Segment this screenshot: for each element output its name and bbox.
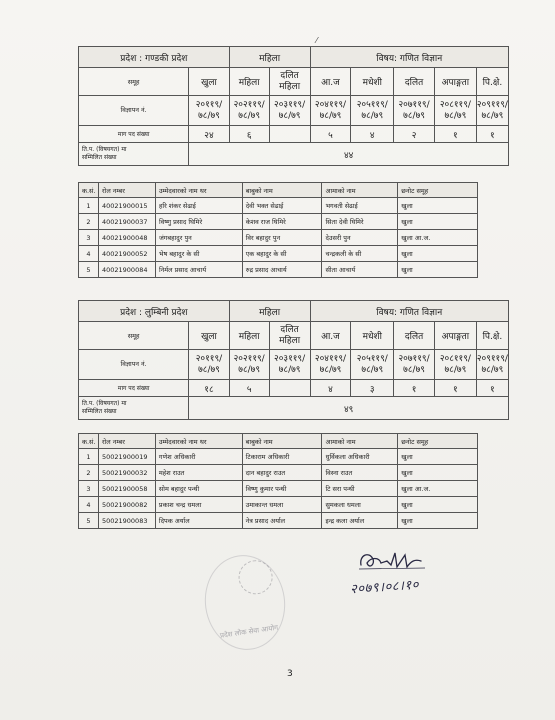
group-cell: आ.ज	[310, 68, 351, 96]
adv-cell: २०११९/ ७८/७९	[189, 96, 229, 126]
mother-cell: धुर्विकला अधिकारी	[322, 449, 398, 465]
subject-heading: विषय: गणित विज्ञान	[310, 301, 508, 322]
mother-cell: देउसरी पुन	[322, 230, 398, 246]
col-header: आमाको नाम	[322, 434, 398, 449]
col-header: क.सं.	[79, 434, 99, 449]
col-header: उम्मेदवारको नाम थर	[155, 183, 242, 198]
group-cell: मधेशी	[351, 68, 394, 96]
adv-label: विज्ञापन नं.	[79, 350, 189, 380]
group-cell: खुला आ.ज.	[398, 230, 478, 246]
serial-cell: 4	[79, 246, 99, 262]
serial-cell: 5	[79, 513, 99, 529]
quota-table-gandaki	[78, 46, 509, 166]
posts-cell: १	[435, 126, 477, 143]
father-cell: नेत्र प्रसाद अर्याल	[242, 513, 322, 529]
adv-cell: २०८११९/ ७८/७९	[435, 96, 477, 126]
table-row	[79, 214, 478, 230]
page-mark: ⁄	[316, 36, 318, 45]
group-cell: खुला	[398, 198, 478, 214]
adv-cell: २०८११९/ ७८/७९	[435, 350, 477, 380]
table-row	[79, 230, 478, 246]
mother-cell: चन्द्रकली के सी	[322, 246, 398, 262]
group-cell: पि.क्षे.	[476, 322, 508, 350]
roll-cell: 40021900048	[98, 230, 155, 246]
posts-cell: २	[394, 126, 435, 143]
table-row	[79, 497, 478, 513]
posts-cell: ३	[351, 380, 394, 397]
group-cell: आ.ज	[310, 322, 351, 350]
roll-cell: 50021900032	[98, 465, 155, 481]
table-row	[79, 246, 478, 262]
posts-cell: १	[476, 380, 508, 397]
col-header: छनोट समूह	[398, 434, 478, 449]
group-cell: खुला	[189, 68, 229, 96]
group-cell: खुला	[398, 449, 478, 465]
group-cell: महिला	[229, 68, 269, 96]
adv-label: विज्ञापन नं.	[79, 96, 189, 126]
adv-cell: २०९११९/ ७८/७९	[476, 96, 508, 126]
signature-mark	[355, 547, 445, 573]
group-cell: दलित महिला	[269, 322, 310, 350]
roll-cell: 50021900058	[98, 481, 155, 497]
mother-cell: इन्द्र कला अर्याल	[322, 513, 398, 529]
candidates-table-gandaki	[78, 182, 478, 278]
group-cell: खुला	[398, 246, 478, 262]
group-cell: खुला	[189, 322, 229, 350]
adv-cell: २०२११९/ ७८/७९	[229, 96, 269, 126]
father-cell: दान बहादुर राउत	[242, 465, 322, 481]
group-cell: खुला आ.ज.	[398, 481, 478, 497]
col-header: रोल नम्बर	[98, 434, 155, 449]
group-cell: मधेशी	[351, 322, 394, 350]
adv-cell: २०७११९/ ७८/७९	[394, 350, 435, 380]
province-heading: प्रदेश : गण्डकी प्रदेश	[79, 47, 230, 68]
name-cell: गणेश अधिकारी	[155, 449, 242, 465]
quota-table-lumbini	[78, 300, 509, 420]
women-group-heading: महिला	[229, 301, 310, 322]
col-header: बाबुको नाम	[242, 434, 322, 449]
roll-cell: 50021900082	[98, 497, 155, 513]
father-cell: देवी भक्त सेढाई	[242, 198, 322, 214]
adv-cell: २०२११९/ ७८/७९	[229, 350, 269, 380]
group-cell: दलित	[394, 68, 435, 96]
group-label: समूह	[79, 68, 189, 96]
name-cell: निर्मल प्रसाद आचार्य	[155, 262, 242, 278]
adv-cell: २०५११९/ ७८/७९	[351, 350, 394, 380]
serial-cell: 1	[79, 198, 99, 214]
group-cell: दलित महिला	[269, 68, 310, 96]
group-cell: पि.क्षे.	[476, 68, 508, 96]
group-cell: खुला	[398, 465, 478, 481]
adv-cell: २०९११९/ ७८/७९	[476, 350, 508, 380]
women-group-heading: महिला	[229, 47, 310, 68]
subject-heading: विषय: गणित विज्ञान	[310, 47, 508, 68]
posts-cell: १८	[189, 380, 229, 397]
posts-cell: ६	[229, 126, 269, 143]
adv-cell: २०३११९/ ७८/७९	[269, 350, 310, 380]
mother-cell: विस्ना राउत	[322, 465, 398, 481]
group-cell: अपाङ्गता	[435, 322, 477, 350]
adv-cell: २०५११९/ ७८/७९	[351, 96, 394, 126]
mother-cell: सीता आचार्य	[322, 262, 398, 278]
group-cell: खुला	[398, 262, 478, 278]
total-value: ४४	[189, 143, 509, 166]
group-cell: खुला	[398, 214, 478, 230]
name-cell: हरि शंकर सेढाई	[155, 198, 242, 214]
posts-cell: ५	[310, 126, 351, 143]
col-header: क.सं.	[79, 183, 99, 198]
name-cell: दिपक अर्याल	[155, 513, 242, 529]
name-cell: विष्णु प्रसाद घिमिरे	[155, 214, 242, 230]
table-row	[79, 465, 478, 481]
name-cell: जंगबहादुर पुन	[155, 230, 242, 246]
group-label: समूह	[79, 322, 189, 350]
name-cell: महेश राउत	[155, 465, 242, 481]
posts-cell: ५	[229, 380, 269, 397]
father-cell: उमाकान्त धमला	[242, 497, 322, 513]
posts-cell	[269, 380, 310, 397]
name-cell: सोम बहादुर पन्थी	[155, 481, 242, 497]
signature-date: २०७९।०८।१०	[349, 577, 420, 598]
adv-cell: २०४११९/ ७८/७९	[310, 350, 351, 380]
col-header: उम्मेदवारको नाम थर	[155, 434, 242, 449]
table-row	[79, 481, 478, 497]
father-cell: एक बहादुर के सी	[242, 246, 322, 262]
adv-cell: २०११९/ ७८/७९	[189, 350, 229, 380]
group-cell: खुला	[398, 513, 478, 529]
page-number: 3	[287, 669, 293, 679]
table-row	[79, 262, 478, 278]
serial-cell: 3	[79, 481, 99, 497]
emblem-icon	[236, 558, 274, 596]
posts-label: माग पद संख्या	[79, 126, 189, 143]
mother-cell: सिता देवी घिमिरे	[322, 214, 398, 230]
table-row	[79, 513, 478, 529]
official-seal	[199, 550, 291, 655]
roll-cell: 40021900052	[98, 246, 155, 262]
mother-cell: टि सरा पन्थी	[322, 481, 398, 497]
adv-cell: २०३११९/ ७८/७९	[269, 96, 310, 126]
roll-cell: 50021900019	[98, 449, 155, 465]
col-header: छनोट समूह	[398, 183, 478, 198]
col-header: रोल नम्बर	[98, 183, 155, 198]
roll-cell: 50021900083	[98, 513, 155, 529]
group-cell: खुला	[398, 497, 478, 513]
group-cell: दलित	[394, 322, 435, 350]
adv-cell: २०७११९/ ७८/७९	[394, 96, 435, 126]
serial-cell: 2	[79, 214, 99, 230]
total-label: ति.प. (विषयगत) मा सम्मिलित संख्या	[79, 397, 189, 420]
table-row	[79, 198, 478, 214]
serial-cell: 5	[79, 262, 99, 278]
group-cell: अपाङ्गता	[435, 68, 477, 96]
table-row	[79, 449, 478, 465]
name-cell: भेष बहादुर के सी	[155, 246, 242, 262]
father-cell: रुद्र प्रसाद आचार्य	[242, 262, 322, 278]
adv-cell: २०४११९/ ७८/७९	[310, 96, 351, 126]
father-cell: विष्णु कुमार पन्थी	[242, 481, 322, 497]
father-cell: टिकाराम अधिकारी	[242, 449, 322, 465]
posts-cell: ४	[351, 126, 394, 143]
posts-cell: १	[476, 126, 508, 143]
mother-cell: सुमकला धमला	[322, 497, 398, 513]
serial-cell: 2	[79, 465, 99, 481]
father-cell: केशव राज घिमिरे	[242, 214, 322, 230]
group-cell: महिला	[229, 322, 269, 350]
roll-cell: 40021900084	[98, 262, 155, 278]
posts-cell	[269, 126, 310, 143]
posts-label: माग पद संख्या	[79, 380, 189, 397]
posts-cell: १	[394, 380, 435, 397]
roll-cell: 40021900015	[98, 198, 155, 214]
total-value: ४९	[189, 397, 509, 420]
seal-text: प्रदेश लोक सेवा आयोग	[219, 623, 279, 640]
serial-cell: 3	[79, 230, 99, 246]
posts-cell: २४	[189, 126, 229, 143]
province-heading: प्रदेश : लुम्बिनी प्रदेश	[79, 301, 230, 322]
candidates-table-lumbini	[78, 433, 478, 529]
posts-cell: १	[435, 380, 477, 397]
total-label: ति.प. (विषयगत) मा सम्मिलित संख्या	[79, 143, 189, 166]
col-header: आमाको नाम	[322, 183, 398, 198]
mother-cell: भगवती सेढाई	[322, 198, 398, 214]
serial-cell: 4	[79, 497, 99, 513]
father-cell: विर बहादुर पुन	[242, 230, 322, 246]
col-header: बाबुको नाम	[242, 183, 322, 198]
roll-cell: 40021900037	[98, 214, 155, 230]
name-cell: प्रकाश चन्द्र धमला	[155, 497, 242, 513]
serial-cell: 1	[79, 449, 99, 465]
posts-cell: ४	[310, 380, 351, 397]
